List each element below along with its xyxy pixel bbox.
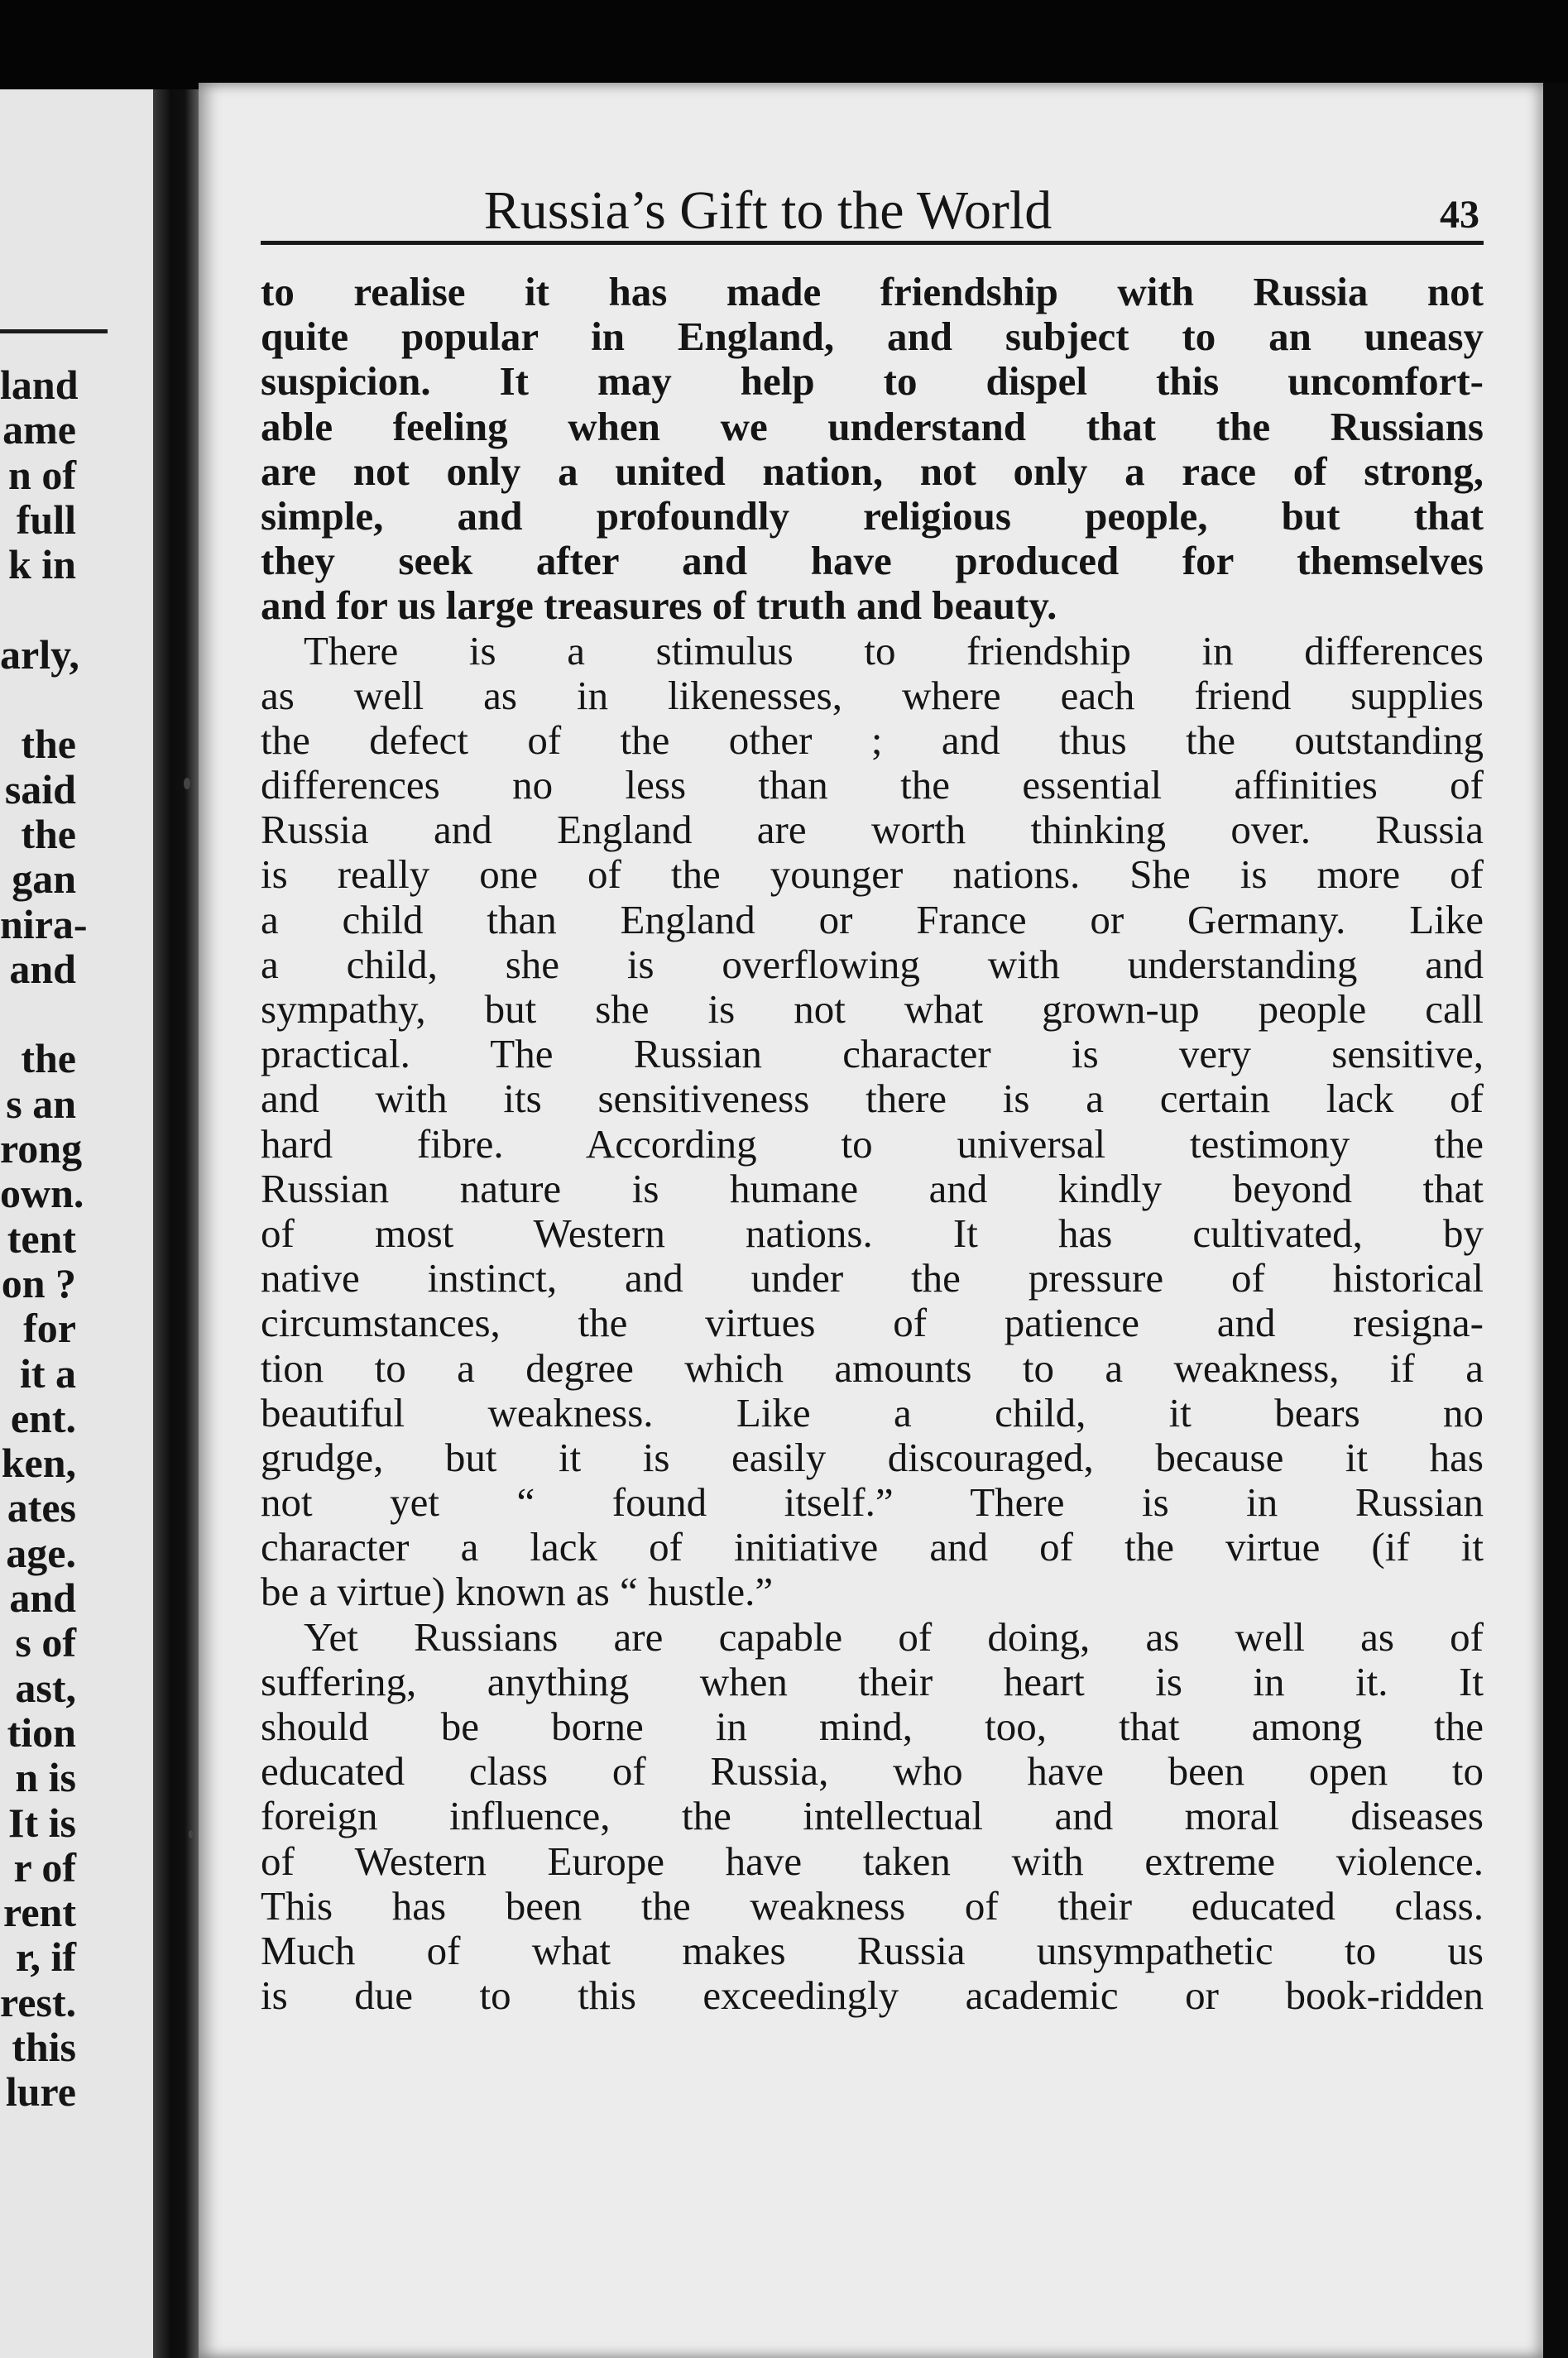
- text-line: as well as in likenesses, where each friend supplies: [261, 673, 1484, 718]
- left-page-strip: [0, 89, 153, 2358]
- text-line: circumstances, the virtues of patience and resigna-: [261, 1301, 1484, 1346]
- text-line: a child than England or France or Germany. Like: [261, 897, 1484, 942]
- left-line: this: [12, 2023, 76, 2070]
- left-line: on ?: [1, 1259, 76, 1306]
- text-line: grudge, but it is easily discouraged, because it has: [261, 1435, 1484, 1480]
- left-line: own.: [0, 1170, 84, 1217]
- text-line: simple, and profoundly religious people, but that: [261, 493, 1484, 539]
- left-line: nira-: [0, 900, 88, 947]
- text-line: to realise it has made friendship with Russia not: [261, 270, 1484, 314]
- left-line: rent: [3, 1889, 76, 1936]
- left-line: lure: [5, 2068, 76, 2116]
- page-number: 43: [1440, 193, 1479, 237]
- text-line: the defect of the other ; and thus the outstanding: [261, 717, 1484, 763]
- scan-speck: [189, 1830, 193, 1838]
- left-line: and: [9, 945, 76, 992]
- text-line: practical. The Russian character is very sensitive,: [261, 1032, 1484, 1077]
- left-line: ast,: [15, 1664, 76, 1711]
- text-line: able feeling when we understand that the Russians: [261, 404, 1484, 449]
- text-line: and for us large treasures of truth and beauty.: [261, 583, 1057, 629]
- text-line: should be borne in mind, too, that among the: [261, 1704, 1484, 1749]
- text-line: not yet “ found itself.” There is in Russian: [261, 1480, 1484, 1526]
- text-line: There is a stimulus to friendship in differences: [304, 628, 1484, 673]
- running-title: Russia’s Gift to the World: [483, 180, 1053, 241]
- text-line: This has been the weakness of their educated class.: [261, 1883, 1484, 1929]
- text-line: Russian nature is humane and kindly beyond that: [261, 1166, 1484, 1211]
- text-line: be a virtue) known as “ hustle.”: [261, 1570, 774, 1615]
- left-line: the: [21, 721, 76, 768]
- left-page-text: [0, 362, 88, 2116]
- text-line: is due to this exceedingly academic or book-ridden: [261, 1973, 1484, 2019]
- text-line: beautiful weakness. Like a child, it bears no: [261, 1390, 1484, 1435]
- left-line: it a: [19, 1349, 76, 1397]
- left-line: s of: [15, 1619, 76, 1666]
- text-line: character a lack of initiative and of the virtue (if it: [261, 1525, 1484, 1570]
- left-line: [0, 677, 76, 721]
- book-gutter: [153, 89, 199, 2358]
- text-line: sympathy, but she is not what grown-up people call: [261, 987, 1484, 1032]
- left-line: [0, 587, 76, 631]
- left-line: and: [9, 1574, 76, 1622]
- text-line: suspicion. It may help to dispel this uncomfort-: [261, 359, 1484, 405]
- text-line: hard fibre. According to universal testimony the: [261, 1121, 1484, 1167]
- header-rule: [261, 241, 1484, 245]
- left-line: full: [16, 496, 76, 543]
- left-line: r of: [13, 1843, 76, 1891]
- body-text: [261, 270, 1484, 2018]
- text-line: are not only a united nation, not only a race of strong,: [261, 448, 1484, 494]
- left-line: [0, 991, 76, 1036]
- left-line: said: [4, 765, 76, 812]
- left-line: for: [23, 1305, 76, 1352]
- left-line: n is: [15, 1754, 76, 1801]
- text-line: native instinct, and under the pressure of historical: [261, 1256, 1484, 1301]
- left-line: arly,: [0, 630, 79, 678]
- scan-right-edge: [1543, 83, 1568, 2358]
- left-line: rest.: [0, 1978, 77, 2025]
- text-line: Russia and England are worth thinking over. Russia: [261, 808, 1484, 853]
- left-line: ates: [7, 1484, 76, 1531]
- left-line: the: [21, 810, 76, 857]
- text-line: quite popular in England, and subject to an uneasy: [261, 314, 1484, 360]
- left-line: It is: [8, 1799, 76, 1846]
- text-line: they seek after and have produced for themselves: [261, 539, 1484, 584]
- left-line: n of: [8, 451, 76, 498]
- left-line: tion: [7, 1709, 76, 1756]
- left-line: r, if: [15, 1934, 76, 1981]
- text-line: Much of what makes Russia unsympathetic to us: [261, 1928, 1484, 1973]
- text-line: a child, she is overflowing with understanding and: [261, 942, 1484, 987]
- left-line: rong: [0, 1125, 83, 1172]
- text-line: suffering, anything when their heart is in it. It: [261, 1659, 1484, 1704]
- left-line: tent: [7, 1215, 76, 1262]
- book-page: [199, 83, 1543, 2358]
- left-line: k in: [7, 541, 76, 588]
- text-line: of Western Europe have taken with extreme violence.: [261, 1838, 1484, 1884]
- text-line: is really one of the younger nations. She is more of: [261, 852, 1484, 898]
- text-line: tion to a degree which amounts to a weakness, if a: [261, 1345, 1484, 1391]
- text-line: of most Western nations. It has cultivated, by: [261, 1210, 1484, 1256]
- left-line: land: [0, 362, 79, 408]
- text-line: educated class of Russia, who have been open to: [261, 1749, 1484, 1795]
- text-line: and with its sensitiveness there is a certain lack of: [261, 1076, 1484, 1122]
- left-line: ent.: [10, 1394, 76, 1441]
- left-line: ken,: [1, 1440, 76, 1487]
- text-line: differences no less than the essential affinities of: [261, 763, 1484, 808]
- left-line: s an: [6, 1080, 76, 1127]
- text-line: foreign influence, the intellectual and moral diseases: [261, 1794, 1484, 1839]
- text-line: Yet Russians are capable of doing, as well as of: [304, 1614, 1484, 1660]
- scan-speck: [184, 778, 190, 789]
- left-line: ame: [2, 406, 76, 453]
- left-line: gan: [12, 855, 76, 903]
- left-line: age.: [6, 1529, 76, 1576]
- left-line: the: [21, 1035, 76, 1082]
- left-page-header-rule: [0, 329, 108, 333]
